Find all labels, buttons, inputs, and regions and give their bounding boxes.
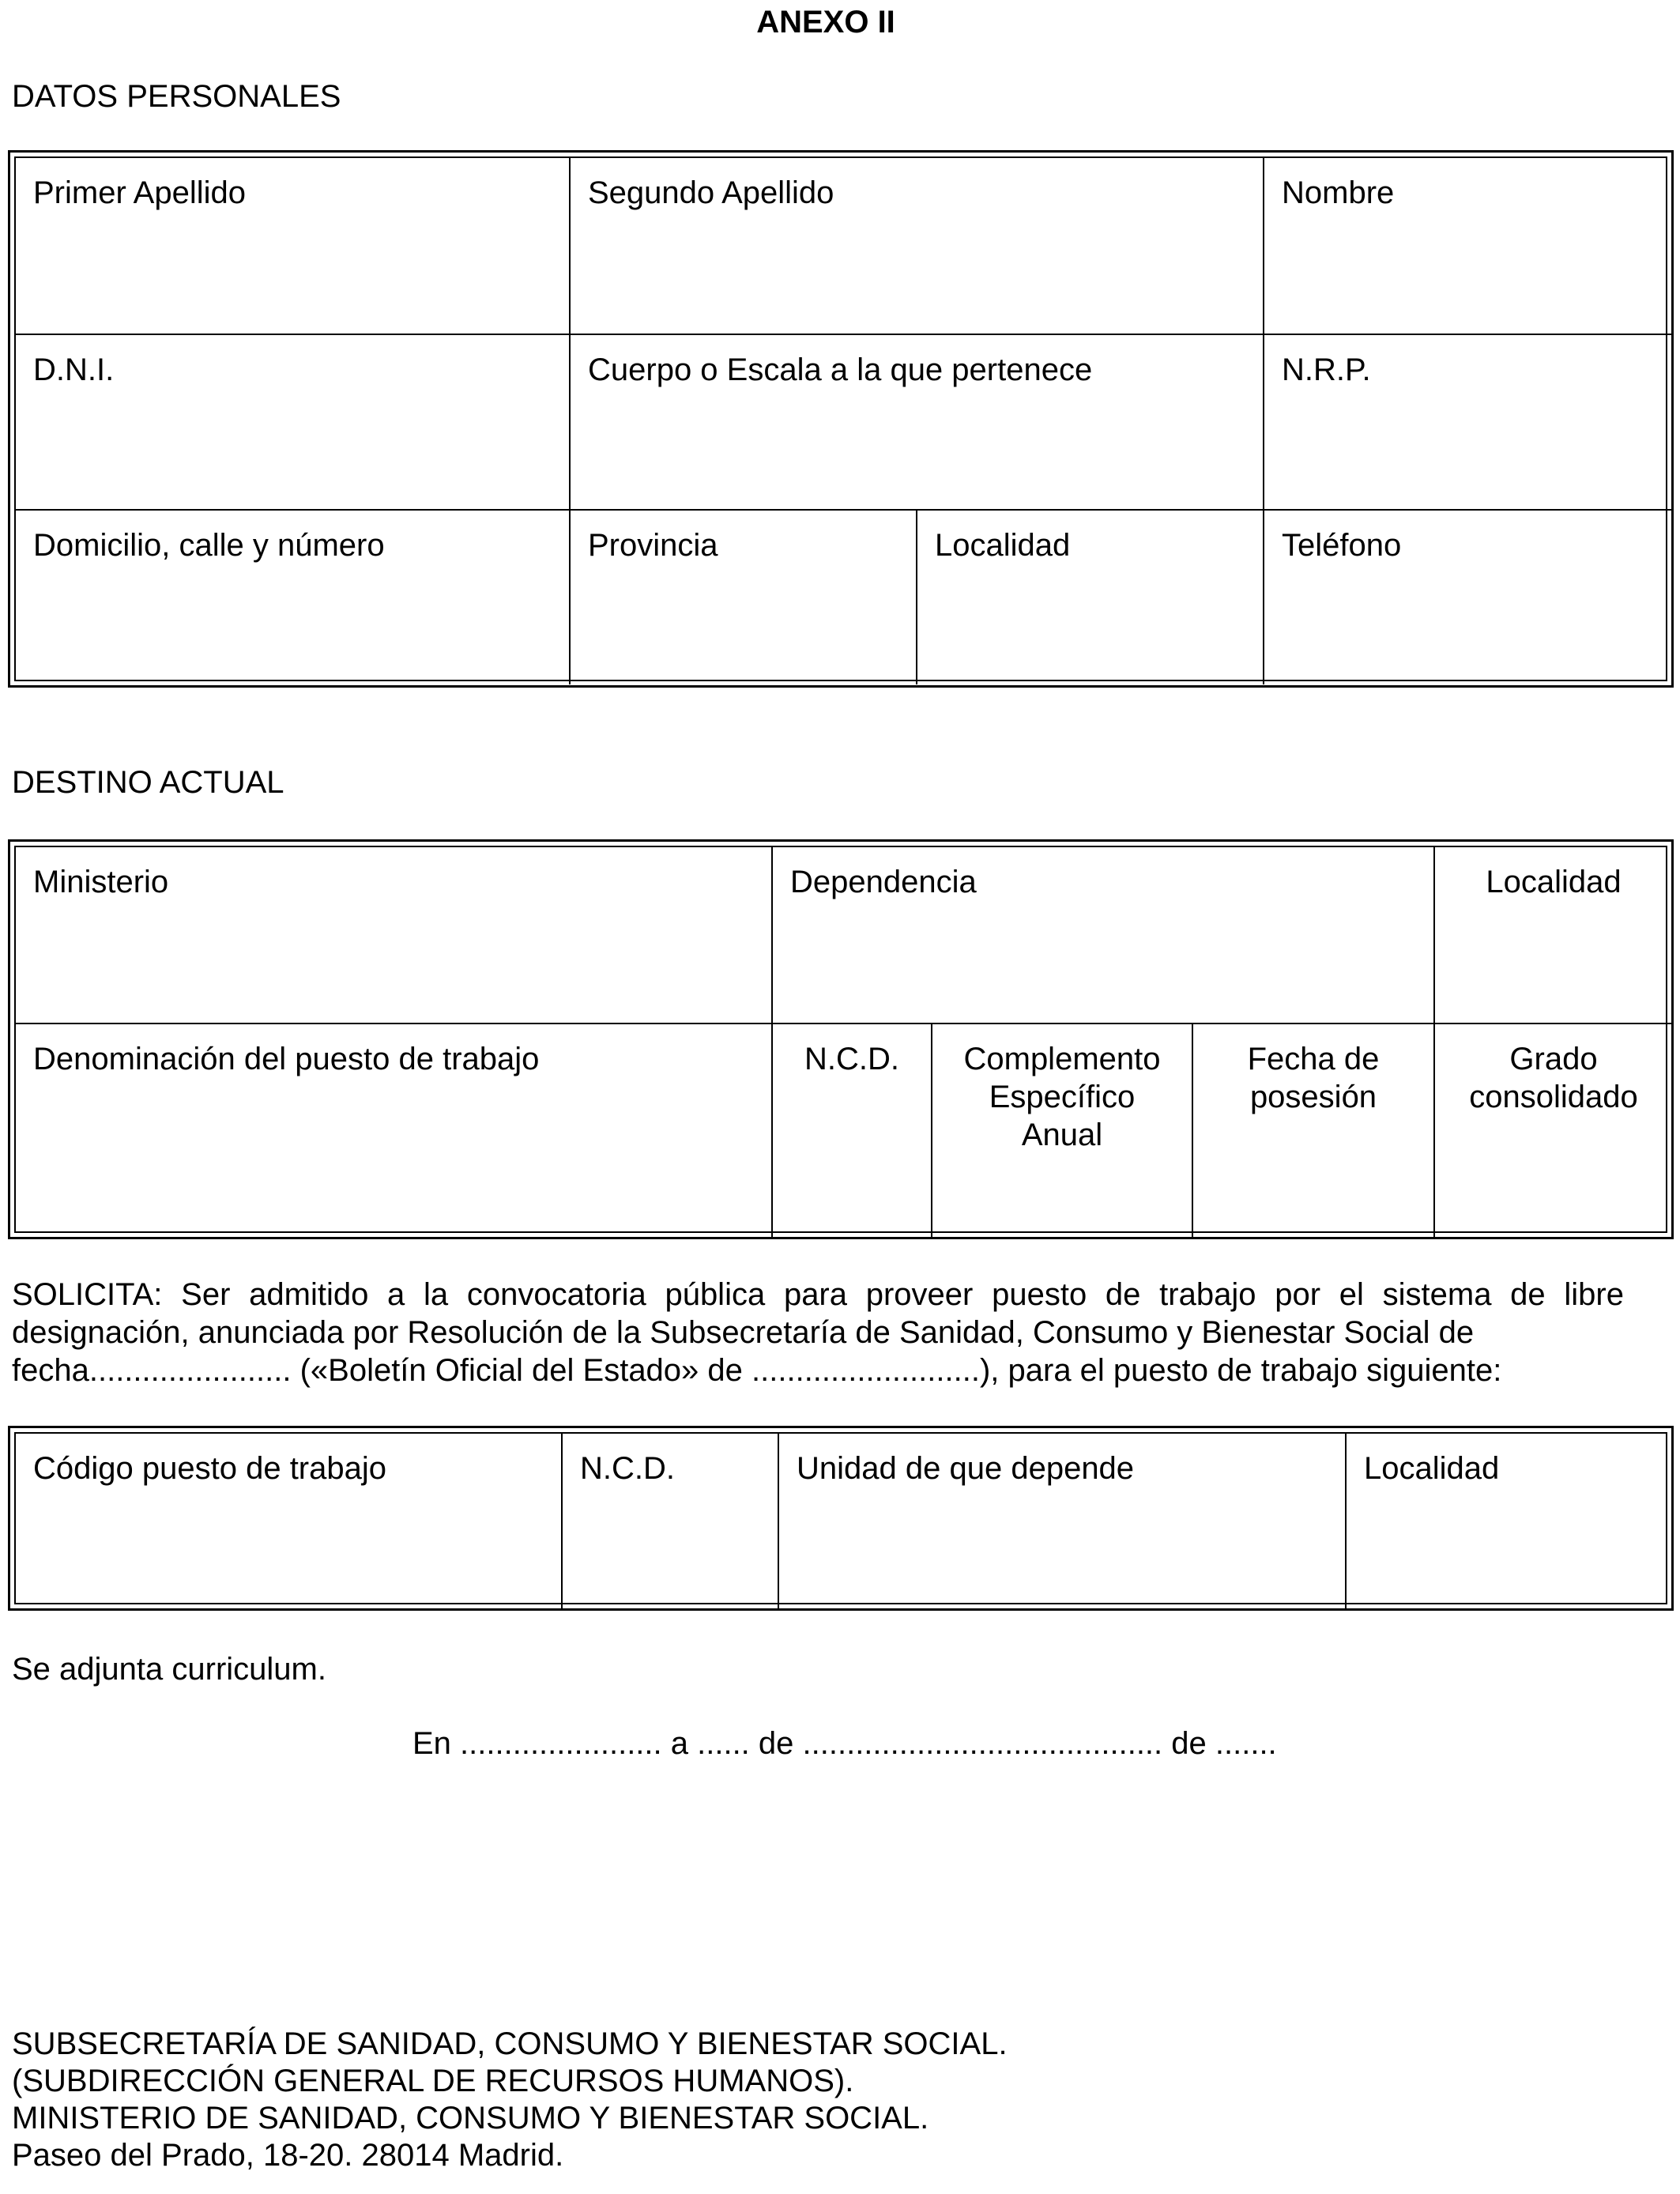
codigo-puesto-label: Código puesto de trabajo bbox=[33, 1451, 386, 1486]
cuerpo-escala-label: Cuerpo o Escala a la que pertenece bbox=[588, 352, 1093, 387]
lugar-fecha-line[interactable]: En ....................... a ...... de ......................................... de ....... bbox=[412, 1726, 1277, 1761]
nombre-label: Nombre bbox=[1282, 175, 1395, 210]
fecha-posesion-field[interactable] bbox=[1192, 1023, 1433, 1238]
nombre-field[interactable] bbox=[1263, 158, 1672, 334]
datos-personales-heading: DATOS PERSONALES bbox=[12, 79, 341, 114]
unidad-depende-field[interactable] bbox=[778, 1434, 1345, 1609]
grado-consolidado-field[interactable] bbox=[1433, 1023, 1672, 1238]
primer-apellido-label: Primer Apellido bbox=[33, 175, 247, 210]
puesto-ncd-field[interactable] bbox=[561, 1434, 778, 1609]
segundo-apellido-field[interactable] bbox=[569, 158, 1263, 334]
dni-label: D.N.I. bbox=[33, 352, 115, 387]
codigo-puesto-field[interactable] bbox=[16, 1434, 561, 1609]
telefono-field[interactable] bbox=[1263, 509, 1672, 684]
unidad-depende-label: Unidad de que depende bbox=[797, 1451, 1135, 1486]
destino-actual-table bbox=[8, 839, 1674, 1239]
solicita-text: SOLICITA: Ser admitido a la convocatoria pública para proveer puesto de trabajo por el sistema de libre designación, anunciada por Resolución de la Subsecretaría de Sanidad, Consumo y Bienestar Social de bbox=[12, 1277, 1624, 1350]
domicilio-field[interactable] bbox=[16, 509, 569, 684]
destino-actual-heading: DESTINO ACTUAL bbox=[12, 765, 284, 800]
puesto-ncd-label: N.C.D. bbox=[580, 1451, 675, 1486]
nrp-label: N.R.P. bbox=[1282, 352, 1371, 387]
destino-localidad-label: Localidad bbox=[1486, 865, 1622, 899]
dependencia-field[interactable] bbox=[771, 847, 1433, 1023]
dependencia-label: Dependencia bbox=[790, 865, 977, 899]
complemento-especifico-field[interactable] bbox=[931, 1023, 1192, 1238]
telefono-label: Teléfono bbox=[1282, 528, 1402, 563]
ncd-field[interactable] bbox=[771, 1023, 931, 1238]
puesto-localidad-field[interactable] bbox=[1345, 1434, 1672, 1609]
nrp-field[interactable] bbox=[1263, 334, 1672, 509]
provincia-label: Provincia bbox=[588, 528, 718, 563]
localidad-label: Localidad bbox=[935, 528, 1071, 563]
denominacion-puesto-label: Denominación del puesto de trabajo bbox=[33, 1042, 540, 1076]
denominacion-puesto-field[interactable] bbox=[16, 1023, 771, 1238]
puesto-solicitado-table bbox=[8, 1426, 1674, 1611]
primer-apellido-field[interactable] bbox=[16, 158, 569, 334]
datos-personales-table bbox=[8, 150, 1674, 688]
fecha-posesion-label: Fecha de posesión bbox=[1247, 1042, 1380, 1114]
destino-localidad-field[interactable] bbox=[1433, 847, 1672, 1023]
footer-subdireccion: (SUBDIRECCIÓN GENERAL DE RECURSOS HUMANOS). bbox=[12, 2064, 854, 2098]
complemento-especifico-label: Complemento Específico Anual bbox=[963, 1042, 1161, 1152]
ncd-label: N.C.D. bbox=[804, 1042, 899, 1076]
footer-subsecretaria: SUBSECRETARÍA DE SANIDAD, CONSUMO Y BIENESTAR SOCIAL. bbox=[12, 2026, 1008, 2061]
adjunta-curriculum-text: Se adjunta curriculum. bbox=[12, 1652, 326, 1687]
ministerio-label: Ministerio bbox=[33, 865, 169, 899]
cuerpo-escala-field[interactable] bbox=[569, 334, 1263, 509]
domicilio-label: Domicilio, calle y número bbox=[33, 528, 385, 563]
document-title: ANEXO II bbox=[756, 5, 895, 40]
segundo-apellido-label: Segundo Apellido bbox=[588, 175, 834, 210]
puesto-localidad-label: Localidad bbox=[1364, 1451, 1500, 1486]
solicita-last-line: fecha....................... («Boletín Oficial del Estado» de ..........................), para el puesto de trabajo siguiente: bbox=[12, 1353, 1502, 1388]
grado-consolidado-label: Grado consolidado bbox=[1469, 1042, 1638, 1114]
solicita-paragraph bbox=[12, 1276, 1624, 1389]
ministerio-field[interactable] bbox=[16, 847, 771, 1023]
provincia-field[interactable] bbox=[569, 509, 916, 684]
localidad-field[interactable] bbox=[916, 509, 1263, 684]
footer-ministerio: MINISTERIO DE SANIDAD, CONSUMO Y BIENESTAR SOCIAL. bbox=[12, 2101, 929, 2136]
dni-field[interactable] bbox=[16, 334, 569, 509]
footer-direccion: Paseo del Prado, 18-20. 28014 Madrid. bbox=[12, 2138, 564, 2173]
